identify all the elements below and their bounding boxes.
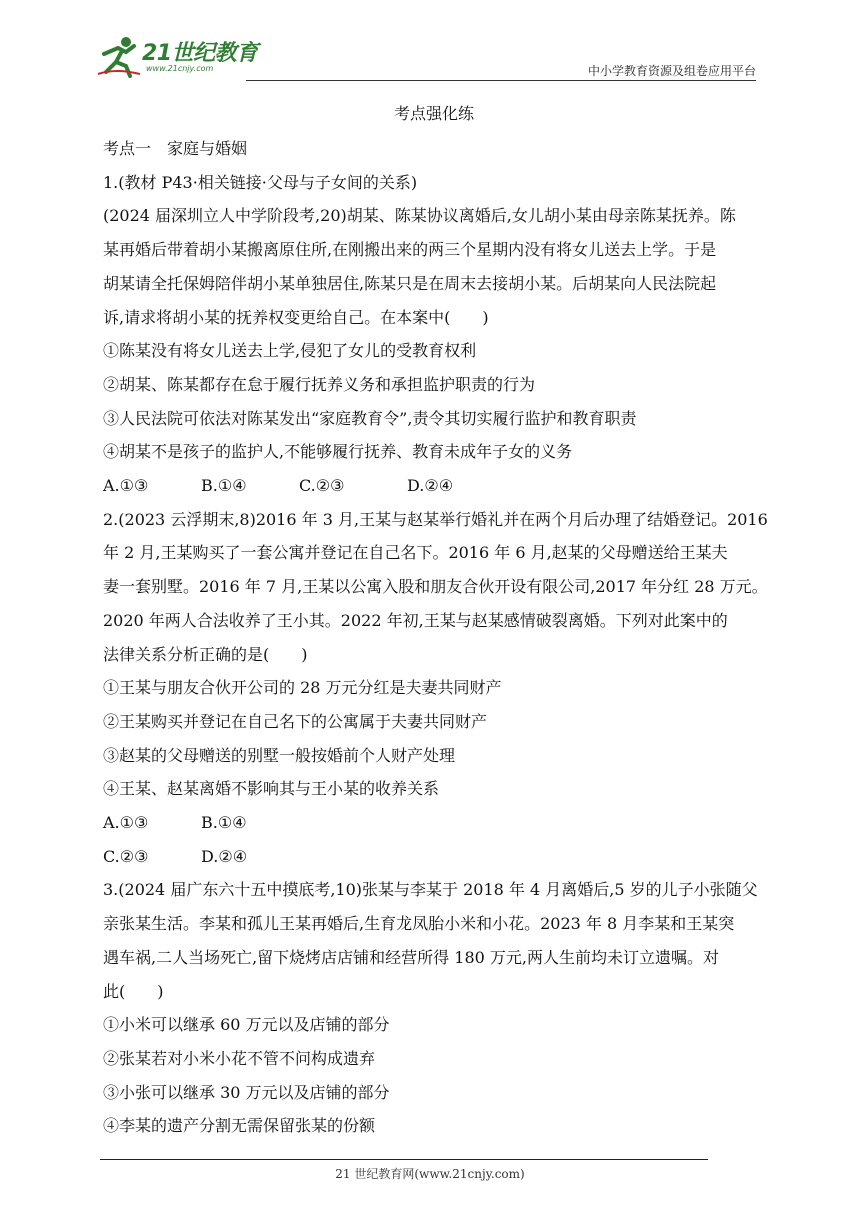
- q1-stem-line: 诉,请求将胡小某的抚养权变更给自己。在本案中( ): [103, 307, 489, 327]
- q3-item: ②张某若对小米小花不管不问构成遗弃: [103, 1048, 376, 1068]
- exercise-content: [103, 100, 768, 1143]
- q1-options: [103, 469, 765, 503]
- q2-stem-line: 妻一套别墅。2016 年 7 月,王某以公寓入股和朋友合伙开设有限公司,2017 年分红 28 万元。: [103, 577, 768, 597]
- q1-option-c: C.②③: [299, 476, 345, 496]
- q2-option-a: A.①③: [103, 813, 149, 833]
- page-header: [96, 30, 756, 80]
- q2-stem-line: 2020 年两人合法收养了王小其。2022 年初,王某与赵某感情破裂离婚。下列对此案中的: [103, 610, 728, 630]
- q2-option-d: D.②④: [201, 846, 248, 866]
- page-title: 考点强化练: [393, 104, 474, 123]
- q2-item: ①王某与朋友合伙开公司的 28 万元分红是夫妻共同财产: [103, 678, 502, 698]
- runner-logo-icon: [96, 34, 142, 78]
- q2-stem-line: 2.(2023 云浮期末,8)2016 年 3 月,王某与赵某举行婚礼并在两个月后办理了结婚登记。2016: [103, 509, 768, 529]
- footer-divider: [100, 1159, 708, 1160]
- q2-options-row-2: [103, 840, 765, 874]
- q3-item: ④李某的遗产分割无需保留张某的份额: [103, 1116, 376, 1136]
- q1-option-b: B.①④: [201, 476, 247, 496]
- site-logo: [96, 34, 266, 78]
- header-divider: [246, 80, 756, 81]
- logo-url: www.21cnjy.com: [146, 64, 214, 73]
- q1-source: 1.(教材 P43·相关链接·父母与子女间的关系): [103, 172, 418, 192]
- q3-stem-line: 亲张某生活。李某和孤儿王某再婚后,生育龙凤胎小米和小花。2023 年 8 月李某和王某突: [103, 914, 735, 934]
- q1-item: ③人民法院可依法对陈某发出“家庭教育令”,责令其切实履行监护和教育职责: [103, 408, 637, 428]
- q1-item: ④胡某不是孩子的监护人,不能够履行抚养、教育未成年子女的义务: [103, 442, 573, 462]
- q3-stem-line: 遇车祸,二人当场死亡,留下烧烤店店铺和经营所得 180 万元,两人生前均未订立遗嘱。对: [103, 947, 719, 967]
- q1-stem-line: 某再婚后带着胡小某搬离原住所,在刚搬出来的两三个星期内没有将女儿送去上学。于是: [103, 240, 717, 260]
- q1-item: ②胡某、陈某都存在怠于履行抚养义务和承担监护职责的行为: [103, 374, 536, 394]
- q2-option-b: B.①④: [201, 813, 247, 833]
- q2-item: ④王某、赵某离婚不影响其与王小某的收养关系: [103, 779, 440, 799]
- logo-text: 21世纪教育: [142, 41, 258, 66]
- q3-item: ①小米可以继承 60 万元以及店铺的部分: [103, 1015, 390, 1035]
- q2-item: ②王某购买并登记在自己名下的公寓属于夫妻共同财产: [103, 711, 488, 731]
- q1-option-d: D.②④: [407, 476, 454, 496]
- q3-item: ③小张可以继承 30 万元以及店铺的部分: [103, 1082, 390, 1102]
- section-heading: 考点一 家庭与婚姻: [103, 139, 248, 158]
- q3-stem-line: 此( ): [103, 981, 164, 1001]
- q2-option-c: C.②③: [103, 846, 149, 866]
- q2-stem-line: 法律关系分析正确的是( ): [103, 644, 308, 664]
- q2-item: ③赵某的父母赠送的别墅一般按婚前个人财产处理: [103, 745, 456, 765]
- q1-stem-line: 胡某请全托保姆陪伴胡小某单独居住,陈某只是在周末去接胡小某。后胡某向人民法院起: [103, 273, 717, 293]
- page-footer: 21 世纪教育网(www.21cnjy.com): [335, 1167, 525, 1181]
- q2-options-row-1: [103, 806, 765, 840]
- q3-stem-line: 3.(2024 届广东六十五中摸底考,10)张某与李某于 2018 年 4 月离婚后,5 岁的儿子小张随父: [103, 880, 758, 900]
- q1-option-a: A.①③: [103, 476, 149, 496]
- platform-name: 中小学教育资源及组卷应用平台: [587, 64, 756, 78]
- q2-stem-line: 年 2 月,王某购买了一套公寓并登记在自己名下。2016 年 6 月,赵某的父母赠送给王某夫: [103, 543, 728, 563]
- q1-item: ①陈某没有将女儿送去上学,侵犯了女儿的受教育权利: [103, 341, 477, 361]
- q1-stem-line: (2024 届深圳立人中学阶段考,20)胡某、陈某协议离婚后,女儿胡小某由母亲陈某抚养。陈: [103, 206, 736, 226]
